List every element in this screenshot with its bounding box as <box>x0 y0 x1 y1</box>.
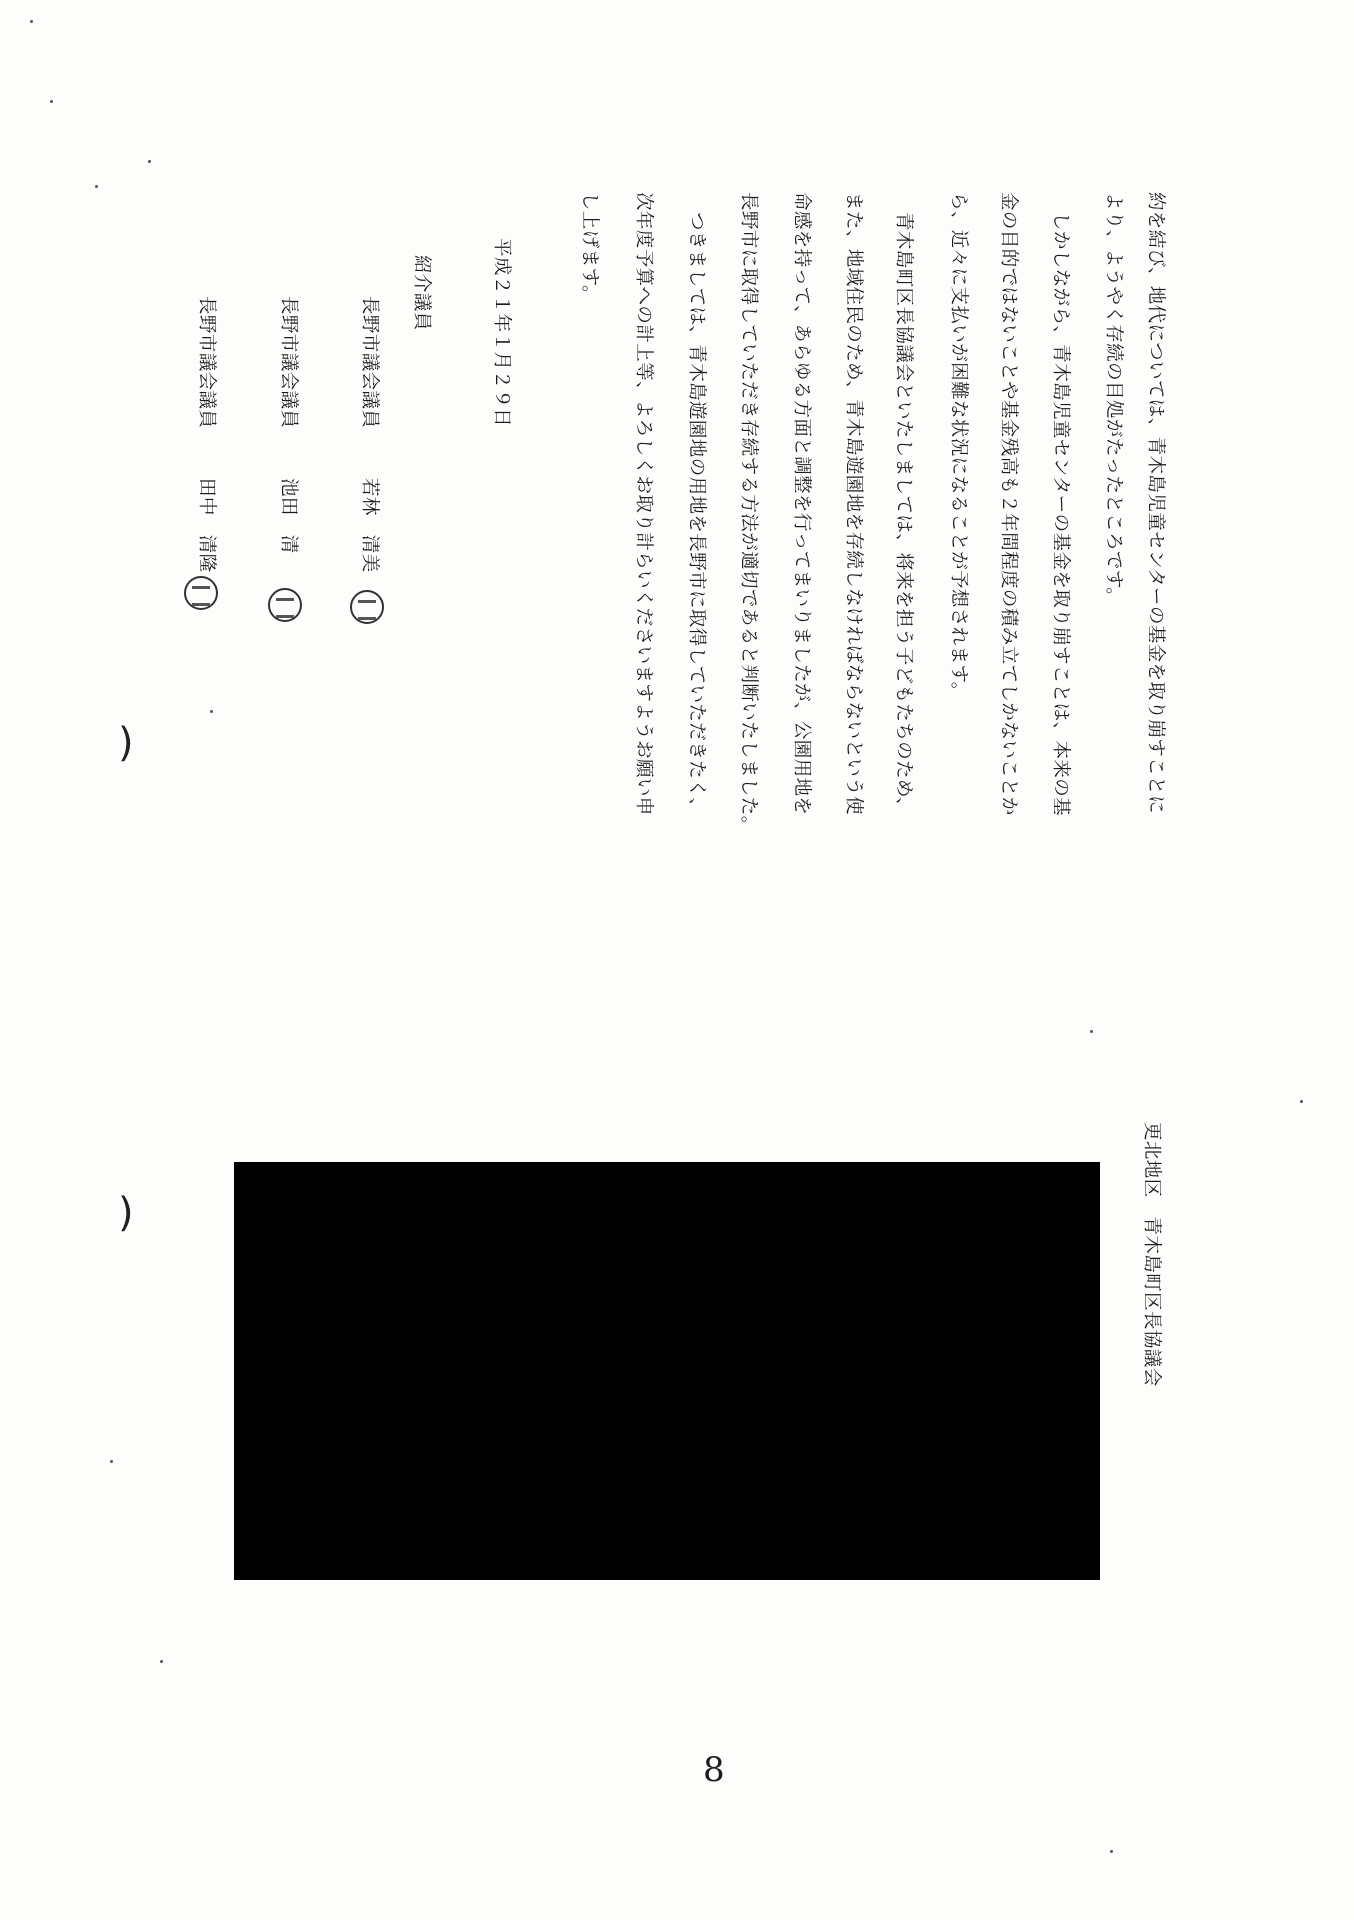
petitioner-organization: 更北地区 青木島町区長協議会 <box>1141 1122 1162 1387</box>
body-line-7: また、地域住民のため、青木島遊園地を存続しなければならないという使 <box>843 192 864 815</box>
body-line-5: ら、近々に支払いが困難な状況になることが予想されます。 <box>948 192 969 701</box>
introducer-1-name: 若林 清美 <box>359 478 380 573</box>
introducer-3-name: 田中 清隆 <box>196 478 217 573</box>
body-line-1: 約を結び、地代については、青木島児童センターの基金を取り崩すことに <box>1145 192 1166 814</box>
scan-speck <box>30 20 33 23</box>
body-line-4: 金の目的ではないことや基金残高も２年間程度の積み立てしかないことか <box>998 192 1019 816</box>
introducer-2-name: 池田 清 <box>278 478 299 554</box>
scan-speck <box>148 160 151 163</box>
body-line-8: 命感を持って、あらゆる方面と調整を行ってまいりましたが、公園用地を <box>791 192 812 816</box>
personal-seal-2 <box>268 588 302 622</box>
body-line-10: つきましては、青木島遊園地の用地を長野市に取得していただきたく、 <box>686 212 707 817</box>
body-line-12: し上げます。 <box>579 192 600 304</box>
scan-speck <box>160 1660 163 1663</box>
introducer-2-title: 長野市議会議員 <box>278 296 299 429</box>
body-line-9: 長野市に取得していただき存続する方法が適切であると判断いたしました。 <box>738 192 759 835</box>
body-line-11: 次年度予算への計上等、よろしくお取り計らいくださいますようお願い申 <box>633 192 654 816</box>
scan-speck <box>210 710 213 713</box>
scan-speck <box>95 185 98 188</box>
personal-seal-3 <box>184 576 218 610</box>
scan-speck <box>1300 1100 1303 1103</box>
personal-seal-1 <box>350 590 384 624</box>
introducer-1-title: 長野市議会議員 <box>359 296 380 429</box>
scan-speck <box>50 100 53 103</box>
margin-mark-2: ) <box>118 1190 134 1236</box>
document-date: 平成２１年１月２９日 <box>491 238 512 428</box>
body-line-3: しかしながら、青木島児童センターの基金を取り崩すことは、本来の基 <box>1050 212 1071 817</box>
margin-mark-1: ) <box>118 720 134 766</box>
introducer-3-title: 長野市議会議員 <box>196 296 217 429</box>
body-line-2: より、ようやく存続の目処がたったところです。 <box>1103 192 1124 607</box>
redaction-block <box>234 1162 1100 1580</box>
scan-speck <box>1110 1850 1113 1853</box>
body-line-6: 青木島町区長協議会といたしましては、将来を担う子どもたちのため、 <box>893 212 914 817</box>
introducer-heading: 紹介議員 <box>411 255 432 331</box>
page-number: 8 <box>703 1750 725 1790</box>
scan-speck <box>110 1460 113 1463</box>
scan-speck <box>1090 1030 1093 1033</box>
